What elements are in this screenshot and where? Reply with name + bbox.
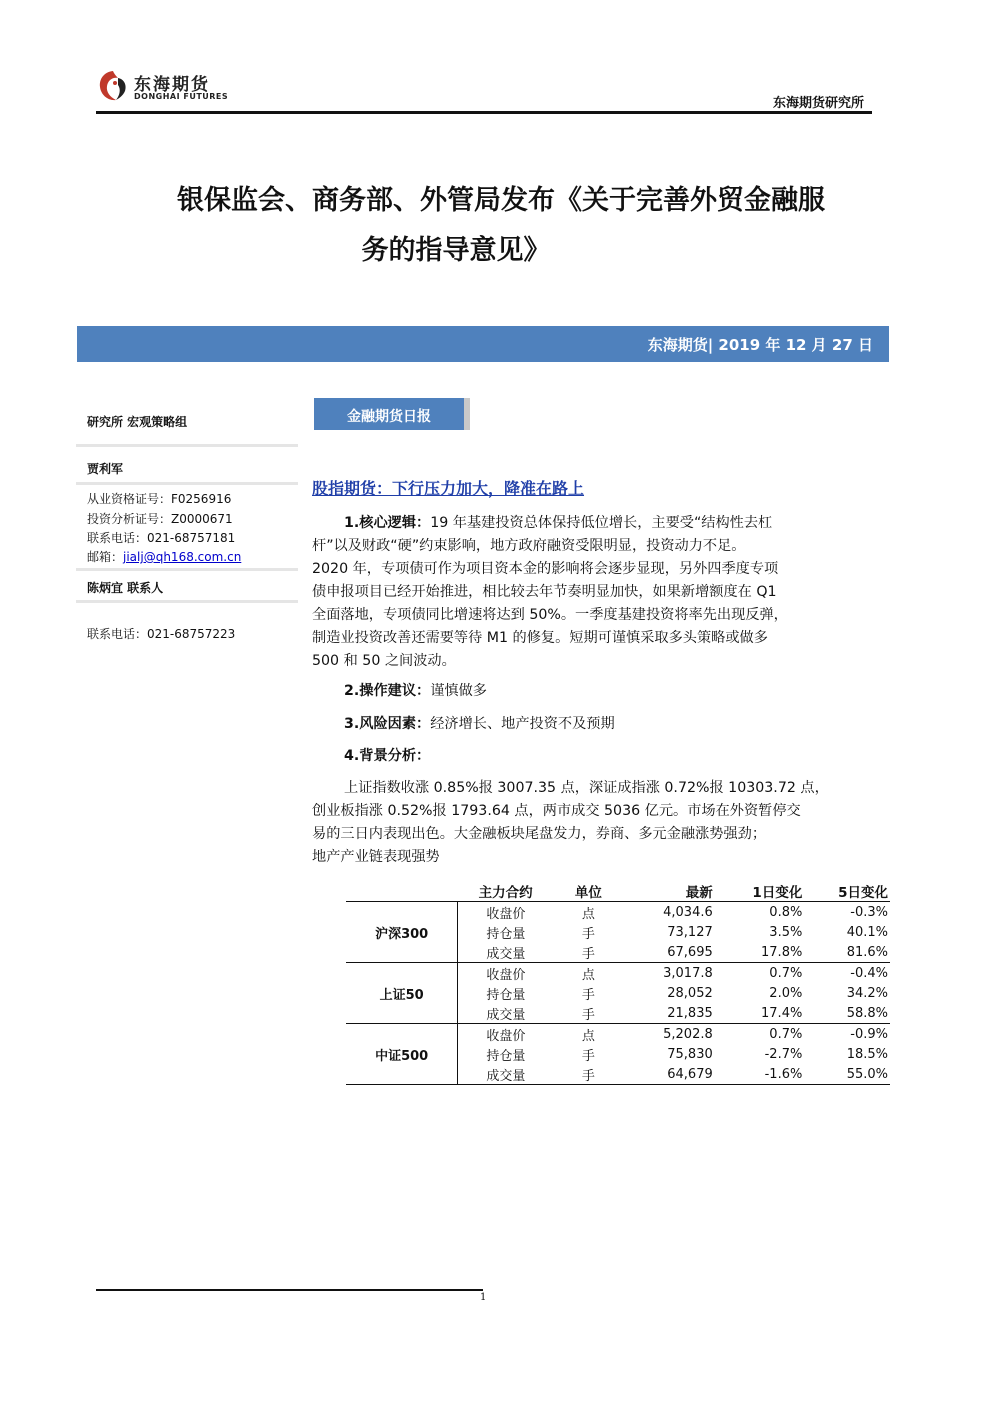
table-cell: 40.1% [846,924,888,940]
core-logic-line: 2020 年，专项债可作为项目资本金的影响将会逐步显现，另外四季度专项 [312,561,779,577]
table-cell: 点 [581,906,595,922]
date-banner [77,326,889,362]
table-cell: 17.8% [761,944,803,960]
header-divider [96,111,872,114]
table-row [346,1024,890,1045]
table-cell: 55.0% [802,1064,890,1085]
table-cell: 手 [581,1007,595,1023]
analyst-email-row [87,548,241,565]
table-cell: 手 [581,987,595,1003]
analyst-name: 贾利军 [87,462,124,476]
sidebar-divider [76,568,298,571]
core-logic-line: 全面落地，专项债同比增速将达到 50%。一季度基建投资将率先出现反弹， [312,607,788,623]
table-cell: 5,202.8 [623,1024,713,1045]
table-cell: 28,052 [667,985,713,1001]
table-cell: 0.7% [713,1024,803,1045]
operation-advice [312,680,892,703]
analyst-phone: 联系电话：021-68757181 [87,531,236,545]
table-cell: -2.7% [764,1046,803,1062]
table-cell: 收盘价 [458,1024,554,1045]
column-header: 单位 [574,885,602,901]
page-number: 1 [480,1292,487,1303]
research-group: 研究所 宏观策略组 [87,415,188,429]
table-cell: 73,127 [667,924,713,940]
contract-name: 沪深300 [346,902,458,963]
institute-name: 东海期货研究所 [772,96,864,111]
table-row [346,963,890,984]
table-cell: 持仓量 [486,987,526,1003]
table-cell: 2.0% [769,985,803,1001]
risk-factors [312,713,892,736]
title-line-2: 务的指导意见》 [361,235,551,266]
table-cell: 0.8% [769,904,803,920]
sidebar-divider [76,600,298,603]
background-line: 易的三日内表现出色。大金融板块尾盘发力，券商、多元金融涨势强劲； [312,826,767,842]
table-cell: 成交量 [486,946,526,962]
column-header: 最新 [685,885,713,901]
analyst-invest-cert: 投资分析证号：Z0000671 [87,512,233,526]
table-cell: -0.9% [802,1024,890,1045]
table-cell: 75,830 [667,1046,713,1062]
table-cell: 34.2% [846,985,888,1001]
analyst-cert: 从业资格证号：F0256916 [87,492,232,506]
background-paragraph [312,777,892,869]
table-cell: 3,017.8 [623,963,713,984]
contract-name: 中证500 [346,1024,458,1085]
core-logic-line: 制造业投资改善还需要等待 M1 的修复。短期可谨慎采取多头策略或做多 [312,630,768,646]
report-type-label: 金融期货日报 [347,409,431,425]
title-line-1: 银保监会、商务部、外管局发布《关于完善外贸金融服 [177,185,825,216]
core-logic-line: 19 年基建投资总体保持低位增长，主要受“结构性去杠 [430,515,773,531]
sidebar-divider [76,482,298,485]
company-logo [96,68,236,108]
sidebar-divider [76,444,298,447]
table-cell: -1.6% [713,1064,803,1085]
table-header-row [346,881,890,902]
operation-text: 谨慎做多 [430,683,487,699]
report-title [96,176,896,276]
core-logic-line: 杆”以及财政“硬”约束影响，地方政府融资受限明显，投资动力不足。 [312,538,746,554]
table-cell: 17.4% [761,1005,803,1021]
email-link[interactable]: jialj@qh168.com.cn [123,550,242,564]
background-line: 地产产业链表现强势 [312,849,440,865]
table-cell: 手 [554,1064,624,1085]
futures-table [346,881,890,1085]
logo-english-name: DONGHAI FUTURES [134,92,229,101]
table-row [346,902,890,923]
table-cell: 58.8% [846,1005,888,1021]
table-cell: 持仓量 [486,926,526,942]
column-header: 1日变化 [752,885,803,901]
core-logic-label: 1.核心逻辑： [344,515,431,531]
table-cell: 3.5% [769,924,803,940]
background-label: 4.背景分析： [344,748,431,764]
banner-text: 东海期货| 2019 年 12 月 27 日 [647,336,873,354]
table-cell: 收盘价 [458,963,554,984]
dragon-logo-icon [96,68,130,104]
section-heading[interactable]: 股指期货：下行压力加大，降准在路上 [312,479,585,498]
table-cell: -0.3% [850,904,888,920]
core-logic-paragraph [312,512,892,673]
table-cell: 持仓量 [486,1048,526,1064]
table-cell: 67,695 [667,944,713,960]
column-header: 5日变化 [838,885,888,901]
risk-label: 3.风险因素： [344,716,431,732]
contact-name: 陈炳宜 联系人 [87,581,164,595]
report-type-tag [314,398,470,430]
background-line: 上证指数收涨 0.85%报 3007.35 点，深证成指涨 0.72%报 10303.72 点， [344,780,829,796]
table-cell: 点 [554,963,624,984]
table-cell: 4,034.6 [663,904,713,920]
table-cell: 成交量 [486,1007,526,1023]
table-cell: 18.5% [846,1046,888,1062]
table-cell: -0.4% [802,963,890,984]
background-line: 创业板指涨 0.52%报 1793.64 点，两市成交 5036 亿元。市场在外资暂停交 [312,803,801,819]
operation-label: 2.操作建议： [344,683,431,699]
background-heading [312,745,892,768]
logo-chinese-name: 东海期货 [134,75,210,95]
footer-divider [96,1289,483,1291]
email-label: 邮箱： [87,550,124,564]
table-cell: 81.6% [846,944,888,960]
table-cell: 手 [581,1048,595,1064]
core-logic-line: 债申报项目已经开始推进，相比较去年节奏明显加快，如果新增额度在 Q1 [312,584,777,600]
table-cell: 收盘价 [486,906,526,922]
table-cell: 21,835 [667,1005,713,1021]
table-cell: 手 [581,946,595,962]
column-header: 主力合约 [478,885,533,901]
table-cell: 成交量 [458,1064,554,1085]
table-cell: 0.7% [713,963,803,984]
table-cell: 点 [554,1024,624,1045]
risk-text: 经济增长、地产投资不及预期 [430,716,615,732]
contract-name: 上证50 [346,963,458,1024]
table-cell: 64,679 [623,1064,713,1085]
core-logic-line: 500 和 50 之间波动。 [312,653,456,669]
contact-phone: 联系电话：021-68757223 [87,627,236,641]
table-cell: 手 [581,926,595,942]
